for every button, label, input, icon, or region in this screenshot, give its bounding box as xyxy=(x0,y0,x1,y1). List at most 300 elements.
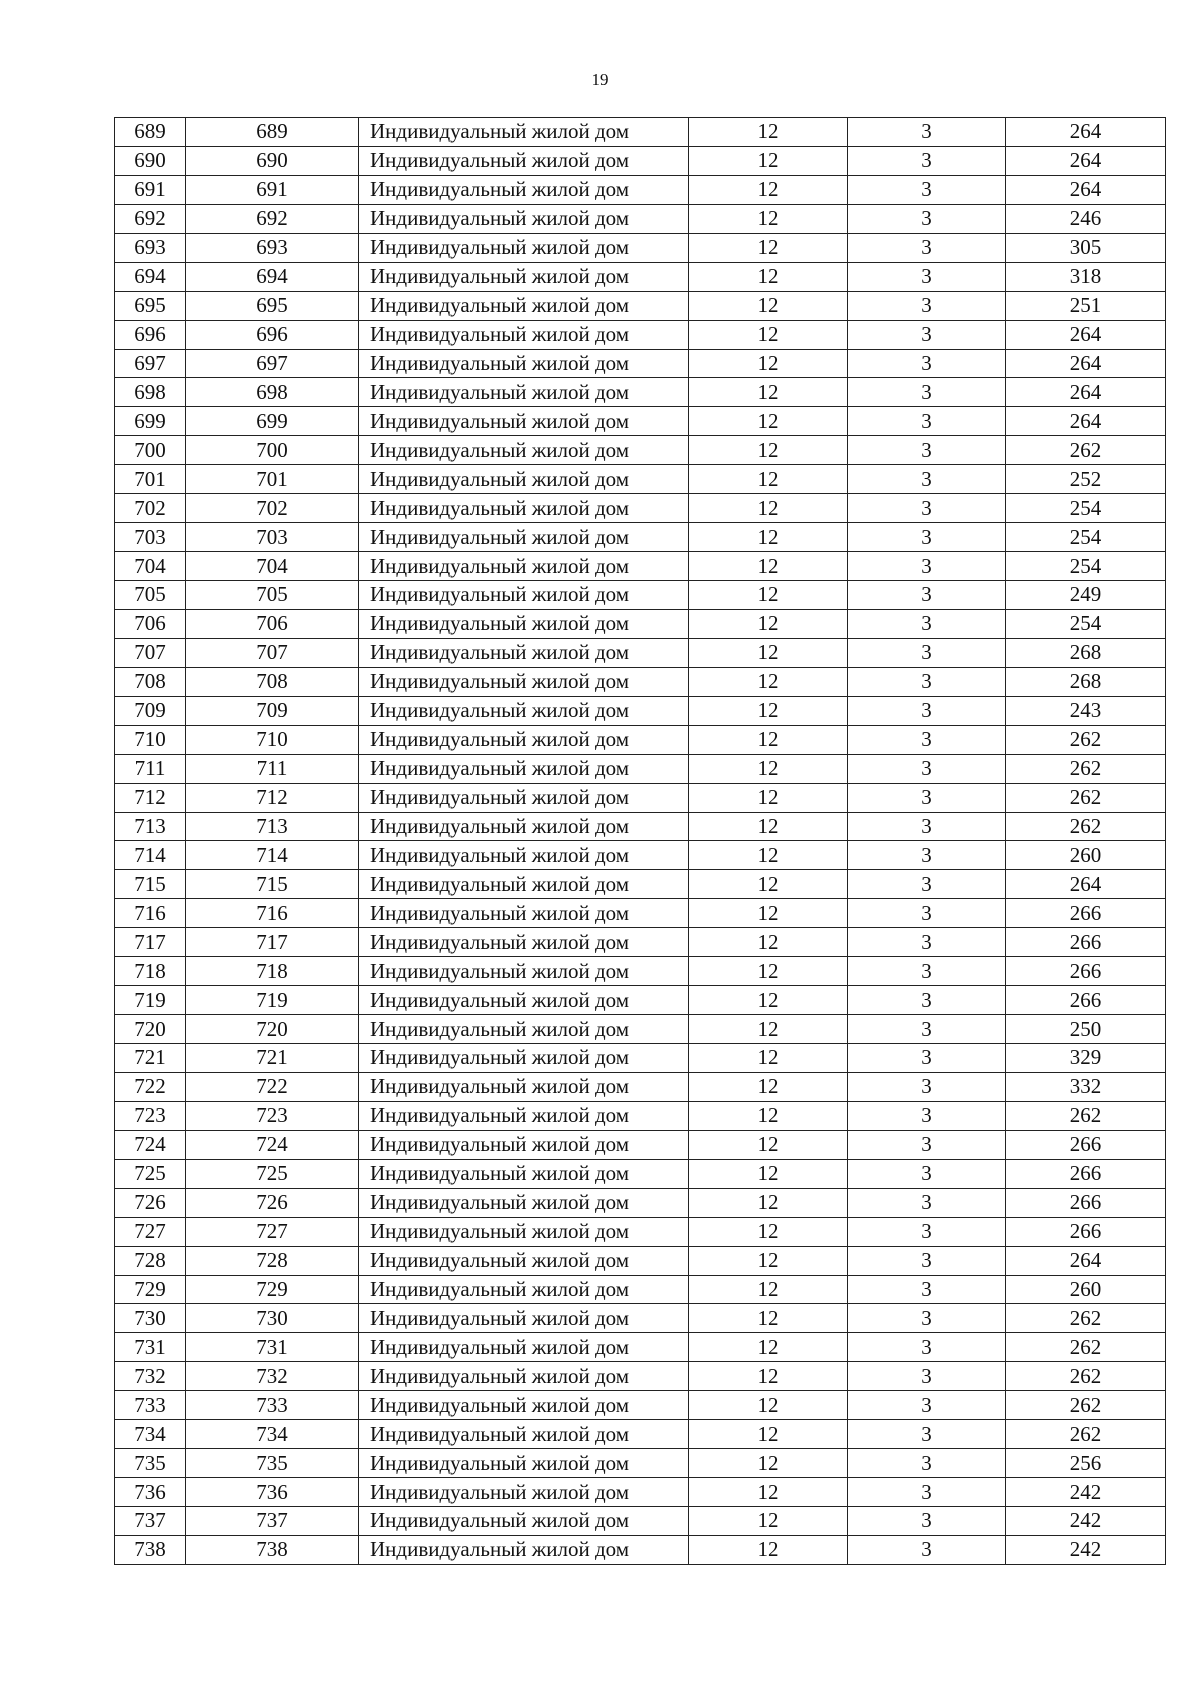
parcel-number-cell: 692 xyxy=(186,204,359,233)
table-row xyxy=(115,870,1166,899)
value-b-cell: 3 xyxy=(848,609,1006,638)
value-b-cell: 3 xyxy=(848,378,1006,407)
table-row xyxy=(115,696,1166,725)
value-b-cell: 3 xyxy=(848,523,1006,552)
table-row xyxy=(115,465,1166,494)
value-b-cell: 3 xyxy=(848,812,1006,841)
table-row xyxy=(115,1130,1166,1159)
object-name-cell: Индивидуальный жилой дом xyxy=(359,841,689,870)
value-b-cell: 3 xyxy=(848,870,1006,899)
value-b-cell: 3 xyxy=(848,1246,1006,1275)
value-a-cell: 12 xyxy=(689,378,848,407)
row-number-cell: 706 xyxy=(115,609,186,638)
object-name-cell: Индивидуальный жилой дом xyxy=(359,1015,689,1044)
parcel-number-cell: 696 xyxy=(186,320,359,349)
object-name-cell: Индивидуальный жилой дом xyxy=(359,291,689,320)
value-a-cell: 12 xyxy=(689,667,848,696)
row-number-cell: 717 xyxy=(115,928,186,957)
value-b-cell: 3 xyxy=(848,262,1006,291)
parcel-number-cell: 737 xyxy=(186,1507,359,1536)
row-number-cell: 702 xyxy=(115,494,186,523)
value-c-cell: 252 xyxy=(1006,465,1166,494)
object-name-cell: Индивидуальный жилой дом xyxy=(359,523,689,552)
value-b-cell: 3 xyxy=(848,349,1006,378)
parcel-number-cell: 690 xyxy=(186,146,359,175)
table-row xyxy=(115,1507,1166,1536)
value-b-cell: 3 xyxy=(848,899,1006,928)
value-c-cell: 262 xyxy=(1006,1304,1166,1333)
value-b-cell: 3 xyxy=(848,1304,1006,1333)
table-row xyxy=(115,1478,1166,1507)
parcel-number-cell: 735 xyxy=(186,1449,359,1478)
object-name-cell: Индивидуальный жилой дом xyxy=(359,1304,689,1333)
row-number-cell: 716 xyxy=(115,899,186,928)
value-a-cell: 12 xyxy=(689,1217,848,1246)
value-b-cell: 3 xyxy=(848,638,1006,667)
value-c-cell: 266 xyxy=(1006,1217,1166,1246)
object-name-cell: Индивидуальный жилой дом xyxy=(359,812,689,841)
table-row xyxy=(115,1275,1166,1304)
value-c-cell: 264 xyxy=(1006,378,1166,407)
value-c-cell: 260 xyxy=(1006,1275,1166,1304)
parcel-number-cell: 712 xyxy=(186,783,359,812)
table-row xyxy=(115,986,1166,1015)
object-name-cell: Индивидуальный жилой дом xyxy=(359,899,689,928)
value-a-cell: 12 xyxy=(689,609,848,638)
row-number-cell: 690 xyxy=(115,146,186,175)
value-c-cell: 254 xyxy=(1006,552,1166,581)
value-c-cell: 264 xyxy=(1006,1246,1166,1275)
parcel-number-cell: 733 xyxy=(186,1391,359,1420)
value-b-cell: 3 xyxy=(848,1507,1006,1536)
table-row xyxy=(115,204,1166,233)
table-row xyxy=(115,841,1166,870)
page-number: 19 xyxy=(591,70,609,89)
parcel-number-cell: 689 xyxy=(186,118,359,147)
row-number-cell: 708 xyxy=(115,667,186,696)
object-name-cell: Индивидуальный жилой дом xyxy=(359,436,689,465)
table-row xyxy=(115,233,1166,262)
value-b-cell: 3 xyxy=(848,233,1006,262)
object-name-cell: Индивидуальный жилой дом xyxy=(359,725,689,754)
object-name-cell: Индивидуальный жилой дом xyxy=(359,1333,689,1362)
table-row xyxy=(115,1449,1166,1478)
row-number-cell: 712 xyxy=(115,783,186,812)
row-number-cell: 714 xyxy=(115,841,186,870)
value-b-cell: 3 xyxy=(848,1130,1006,1159)
value-c-cell: 262 xyxy=(1006,725,1166,754)
value-a-cell: 12 xyxy=(689,1449,848,1478)
value-c-cell: 266 xyxy=(1006,957,1166,986)
parcel-number-cell: 695 xyxy=(186,291,359,320)
table-row xyxy=(115,494,1166,523)
value-a-cell: 12 xyxy=(689,928,848,957)
row-number-cell: 729 xyxy=(115,1275,186,1304)
parcel-number-cell: 723 xyxy=(186,1101,359,1130)
object-name-cell: Индивидуальный жилой дом xyxy=(359,1478,689,1507)
row-number-cell: 734 xyxy=(115,1420,186,1449)
table-row xyxy=(115,1391,1166,1420)
value-a-cell: 12 xyxy=(689,841,848,870)
parcel-number-cell: 707 xyxy=(186,638,359,667)
parcel-number-cell: 725 xyxy=(186,1159,359,1188)
value-a-cell: 12 xyxy=(689,1362,848,1391)
value-c-cell: 264 xyxy=(1006,320,1166,349)
row-number-cell: 699 xyxy=(115,407,186,436)
table-row xyxy=(115,812,1166,841)
parcel-number-cell: 703 xyxy=(186,523,359,552)
object-name-cell: Индивидуальный жилой дом xyxy=(359,1159,689,1188)
value-b-cell: 3 xyxy=(848,696,1006,725)
object-name-cell: Индивидуальный жилой дом xyxy=(359,175,689,204)
object-name-cell: Индивидуальный жилой дом xyxy=(359,1449,689,1478)
parcel-number-cell: 699 xyxy=(186,407,359,436)
value-b-cell: 3 xyxy=(848,1535,1006,1564)
value-a-cell: 12 xyxy=(689,494,848,523)
table-row xyxy=(115,291,1166,320)
parcel-number-cell: 714 xyxy=(186,841,359,870)
value-a-cell: 12 xyxy=(689,870,848,899)
value-a-cell: 12 xyxy=(689,349,848,378)
value-b-cell: 3 xyxy=(848,320,1006,349)
parcel-number-cell: 718 xyxy=(186,957,359,986)
parcel-number-cell: 710 xyxy=(186,725,359,754)
value-a-cell: 12 xyxy=(689,783,848,812)
table-row xyxy=(115,783,1166,812)
value-a-cell: 12 xyxy=(689,204,848,233)
table-row xyxy=(115,407,1166,436)
object-name-cell: Индивидуальный жилой дом xyxy=(359,870,689,899)
value-c-cell: 264 xyxy=(1006,118,1166,147)
value-a-cell: 12 xyxy=(689,986,848,1015)
value-c-cell: 266 xyxy=(1006,1130,1166,1159)
value-b-cell: 3 xyxy=(848,1449,1006,1478)
row-number-cell: 723 xyxy=(115,1101,186,1130)
parcel-number-cell: 700 xyxy=(186,436,359,465)
object-name-cell: Индивидуальный жилой дом xyxy=(359,118,689,147)
value-a-cell: 12 xyxy=(689,175,848,204)
value-b-cell: 3 xyxy=(848,783,1006,812)
object-name-cell: Индивидуальный жилой дом xyxy=(359,1507,689,1536)
value-b-cell: 3 xyxy=(848,986,1006,1015)
value-b-cell: 3 xyxy=(848,1391,1006,1420)
value-a-cell: 12 xyxy=(689,1507,848,1536)
value-c-cell: 242 xyxy=(1006,1535,1166,1564)
table-row xyxy=(115,1246,1166,1275)
row-number-cell: 737 xyxy=(115,1507,186,1536)
object-name-cell: Индивидуальный жилой дом xyxy=(359,667,689,696)
object-name-cell: Индивидуальный жилой дом xyxy=(359,1188,689,1217)
value-c-cell: 262 xyxy=(1006,783,1166,812)
value-c-cell: 242 xyxy=(1006,1478,1166,1507)
value-a-cell: 12 xyxy=(689,638,848,667)
value-c-cell: 268 xyxy=(1006,638,1166,667)
parcel-number-cell: 732 xyxy=(186,1362,359,1391)
value-b-cell: 3 xyxy=(848,1159,1006,1188)
value-b-cell: 3 xyxy=(848,581,1006,610)
object-name-cell: Индивидуальный жилой дом xyxy=(359,638,689,667)
parcel-number-cell: 736 xyxy=(186,1478,359,1507)
row-number-cell: 697 xyxy=(115,349,186,378)
parcel-number-cell: 717 xyxy=(186,928,359,957)
object-name-cell: Индивидуальный жилой дом xyxy=(359,1072,689,1101)
value-b-cell: 3 xyxy=(848,1333,1006,1362)
parcel-number-cell: 701 xyxy=(186,465,359,494)
parcel-number-cell: 730 xyxy=(186,1304,359,1333)
object-name-cell: Индивидуальный жилой дом xyxy=(359,1101,689,1130)
value-a-cell: 12 xyxy=(689,1275,848,1304)
row-number-cell: 726 xyxy=(115,1188,186,1217)
value-a-cell: 12 xyxy=(689,1101,848,1130)
row-number-cell: 691 xyxy=(115,175,186,204)
object-name-cell: Индивидуальный жилой дом xyxy=(359,552,689,581)
object-name-cell: Индивидуальный жилой дом xyxy=(359,494,689,523)
parcel-number-cell: 720 xyxy=(186,1015,359,1044)
value-b-cell: 3 xyxy=(848,175,1006,204)
row-number-cell: 721 xyxy=(115,1044,186,1073)
value-b-cell: 3 xyxy=(848,552,1006,581)
row-number-cell: 720 xyxy=(115,1015,186,1044)
row-number-cell: 694 xyxy=(115,262,186,291)
row-number-cell: 709 xyxy=(115,696,186,725)
value-a-cell: 12 xyxy=(689,146,848,175)
row-number-cell: 707 xyxy=(115,638,186,667)
parcel-number-cell: 691 xyxy=(186,175,359,204)
value-a-cell: 12 xyxy=(689,957,848,986)
value-a-cell: 12 xyxy=(689,1478,848,1507)
value-c-cell: 262 xyxy=(1006,436,1166,465)
value-a-cell: 12 xyxy=(689,1130,848,1159)
value-b-cell: 3 xyxy=(848,465,1006,494)
object-name-cell: Индивидуальный жилой дом xyxy=(359,696,689,725)
value-c-cell: 262 xyxy=(1006,1391,1166,1420)
parcel-number-cell: 724 xyxy=(186,1130,359,1159)
object-name-cell: Индивидуальный жилой дом xyxy=(359,407,689,436)
row-number-cell: 728 xyxy=(115,1246,186,1275)
table-row xyxy=(115,523,1166,552)
value-a-cell: 12 xyxy=(689,320,848,349)
value-c-cell: 262 xyxy=(1006,1420,1166,1449)
value-b-cell: 3 xyxy=(848,1275,1006,1304)
row-number-cell: 724 xyxy=(115,1130,186,1159)
value-b-cell: 3 xyxy=(848,1015,1006,1044)
value-c-cell: 264 xyxy=(1006,870,1166,899)
row-number-cell: 693 xyxy=(115,233,186,262)
table-row xyxy=(115,957,1166,986)
row-number-cell: 735 xyxy=(115,1449,186,1478)
object-name-cell: Индивидуальный жилой дом xyxy=(359,233,689,262)
value-c-cell: 262 xyxy=(1006,1101,1166,1130)
row-number-cell: 711 xyxy=(115,754,186,783)
value-b-cell: 3 xyxy=(848,146,1006,175)
value-a-cell: 12 xyxy=(689,725,848,754)
object-name-cell: Индивидуальный жилой дом xyxy=(359,1130,689,1159)
parcel-number-cell: 708 xyxy=(186,667,359,696)
object-name-cell: Индивидуальный жилой дом xyxy=(359,378,689,407)
parcel-number-cell: 693 xyxy=(186,233,359,262)
value-c-cell: 264 xyxy=(1006,349,1166,378)
value-a-cell: 12 xyxy=(689,1333,848,1362)
value-b-cell: 3 xyxy=(848,957,1006,986)
value-b-cell: 3 xyxy=(848,1420,1006,1449)
parcel-number-cell: 713 xyxy=(186,812,359,841)
value-a-cell: 12 xyxy=(689,1044,848,1073)
value-c-cell: 332 xyxy=(1006,1072,1166,1101)
object-name-cell: Индивидуальный жилой дом xyxy=(359,349,689,378)
table-row xyxy=(115,378,1166,407)
object-name-cell: Индивидуальный жилой дом xyxy=(359,1362,689,1391)
value-c-cell: 266 xyxy=(1006,899,1166,928)
object-name-cell: Индивидуальный жилой дом xyxy=(359,1217,689,1246)
parcel-number-cell: 728 xyxy=(186,1246,359,1275)
value-a-cell: 12 xyxy=(689,1072,848,1101)
value-b-cell: 3 xyxy=(848,1362,1006,1391)
table-row xyxy=(115,609,1166,638)
value-b-cell: 3 xyxy=(848,1478,1006,1507)
value-a-cell: 12 xyxy=(689,1391,848,1420)
value-c-cell: 264 xyxy=(1006,407,1166,436)
row-number-cell: 700 xyxy=(115,436,186,465)
parcel-number-cell: 694 xyxy=(186,262,359,291)
row-number-cell: 727 xyxy=(115,1217,186,1246)
value-c-cell: 266 xyxy=(1006,1159,1166,1188)
row-number-cell: 738 xyxy=(115,1535,186,1564)
value-c-cell: 262 xyxy=(1006,812,1166,841)
row-number-cell: 695 xyxy=(115,291,186,320)
value-c-cell: 262 xyxy=(1006,754,1166,783)
object-name-cell: Индивидуальный жилой дом xyxy=(359,146,689,175)
value-a-cell: 12 xyxy=(689,407,848,436)
value-a-cell: 12 xyxy=(689,436,848,465)
table-row xyxy=(115,1101,1166,1130)
value-a-cell: 12 xyxy=(689,1159,848,1188)
parcel-number-cell: 705 xyxy=(186,581,359,610)
parcel-number-cell: 738 xyxy=(186,1535,359,1564)
value-a-cell: 12 xyxy=(689,1188,848,1217)
object-name-cell: Индивидуальный жилой дом xyxy=(359,609,689,638)
value-c-cell: 329 xyxy=(1006,1044,1166,1073)
table-row xyxy=(115,1044,1166,1073)
parcel-number-cell: 721 xyxy=(186,1044,359,1073)
table-row xyxy=(115,175,1166,204)
value-a-cell: 12 xyxy=(689,552,848,581)
row-number-cell: 689 xyxy=(115,118,186,147)
parcel-number-cell: 698 xyxy=(186,378,359,407)
table-body xyxy=(115,118,1166,1565)
value-c-cell: 249 xyxy=(1006,581,1166,610)
row-number-cell: 713 xyxy=(115,812,186,841)
value-c-cell: 264 xyxy=(1006,146,1166,175)
value-a-cell: 12 xyxy=(689,262,848,291)
parcel-number-cell: 722 xyxy=(186,1072,359,1101)
value-a-cell: 12 xyxy=(689,1535,848,1564)
value-c-cell: 242 xyxy=(1006,1507,1166,1536)
value-b-cell: 3 xyxy=(848,667,1006,696)
row-number-cell: 705 xyxy=(115,581,186,610)
row-number-cell: 736 xyxy=(115,1478,186,1507)
object-name-cell: Индивидуальный жилой дом xyxy=(359,1391,689,1420)
value-a-cell: 12 xyxy=(689,1420,848,1449)
value-b-cell: 3 xyxy=(848,1072,1006,1101)
parcel-number-cell: 709 xyxy=(186,696,359,725)
value-a-cell: 12 xyxy=(689,1304,848,1333)
value-b-cell: 3 xyxy=(848,291,1006,320)
value-a-cell: 12 xyxy=(689,754,848,783)
table-row xyxy=(115,262,1166,291)
value-b-cell: 3 xyxy=(848,118,1006,147)
parcel-number-cell: 706 xyxy=(186,609,359,638)
value-b-cell: 3 xyxy=(848,204,1006,233)
table-row xyxy=(115,754,1166,783)
value-c-cell: 262 xyxy=(1006,1333,1166,1362)
table-row xyxy=(115,1420,1166,1449)
value-a-cell: 12 xyxy=(689,1246,848,1275)
parcel-number-cell: 731 xyxy=(186,1333,359,1362)
row-number-cell: 710 xyxy=(115,725,186,754)
value-c-cell: 251 xyxy=(1006,291,1166,320)
table-row xyxy=(115,1362,1166,1391)
object-name-cell: Индивидуальный жилой дом xyxy=(359,1044,689,1073)
value-a-cell: 12 xyxy=(689,812,848,841)
table-row xyxy=(115,725,1166,754)
object-name-cell: Индивидуальный жилой дом xyxy=(359,754,689,783)
value-a-cell: 12 xyxy=(689,465,848,494)
table-row xyxy=(115,320,1166,349)
table-row xyxy=(115,1072,1166,1101)
value-b-cell: 3 xyxy=(848,725,1006,754)
row-number-cell: 725 xyxy=(115,1159,186,1188)
object-name-cell: Индивидуальный жилой дом xyxy=(359,783,689,812)
parcel-number-cell: 704 xyxy=(186,552,359,581)
table-row xyxy=(115,118,1166,147)
row-number-cell: 719 xyxy=(115,986,186,1015)
value-c-cell: 262 xyxy=(1006,1362,1166,1391)
row-number-cell: 703 xyxy=(115,523,186,552)
value-b-cell: 3 xyxy=(848,841,1006,870)
table-row xyxy=(115,1304,1166,1333)
value-b-cell: 3 xyxy=(848,1217,1006,1246)
row-number-cell: 718 xyxy=(115,957,186,986)
value-b-cell: 3 xyxy=(848,1044,1006,1073)
value-c-cell: 256 xyxy=(1006,1449,1166,1478)
row-number-cell: 732 xyxy=(115,1362,186,1391)
value-c-cell: 266 xyxy=(1006,986,1166,1015)
parcel-number-cell: 727 xyxy=(186,1217,359,1246)
value-c-cell: 266 xyxy=(1006,928,1166,957)
value-c-cell: 305 xyxy=(1006,233,1166,262)
value-c-cell: 318 xyxy=(1006,262,1166,291)
table-row xyxy=(115,1217,1166,1246)
row-number-cell: 698 xyxy=(115,378,186,407)
object-name-cell: Индивидуальный жилой дом xyxy=(359,1420,689,1449)
value-a-cell: 12 xyxy=(689,899,848,928)
table-row xyxy=(115,1333,1166,1362)
value-a-cell: 12 xyxy=(689,581,848,610)
value-b-cell: 3 xyxy=(848,436,1006,465)
parcel-number-cell: 734 xyxy=(186,1420,359,1449)
value-c-cell: 246 xyxy=(1006,204,1166,233)
parcel-number-cell: 711 xyxy=(186,754,359,783)
value-c-cell: 254 xyxy=(1006,494,1166,523)
parcel-number-cell: 719 xyxy=(186,986,359,1015)
value-b-cell: 3 xyxy=(848,754,1006,783)
row-number-cell: 692 xyxy=(115,204,186,233)
row-number-cell: 731 xyxy=(115,1333,186,1362)
table-row xyxy=(115,1535,1166,1564)
value-a-cell: 12 xyxy=(689,523,848,552)
value-b-cell: 3 xyxy=(848,407,1006,436)
object-name-cell: Индивидуальный жилой дом xyxy=(359,320,689,349)
